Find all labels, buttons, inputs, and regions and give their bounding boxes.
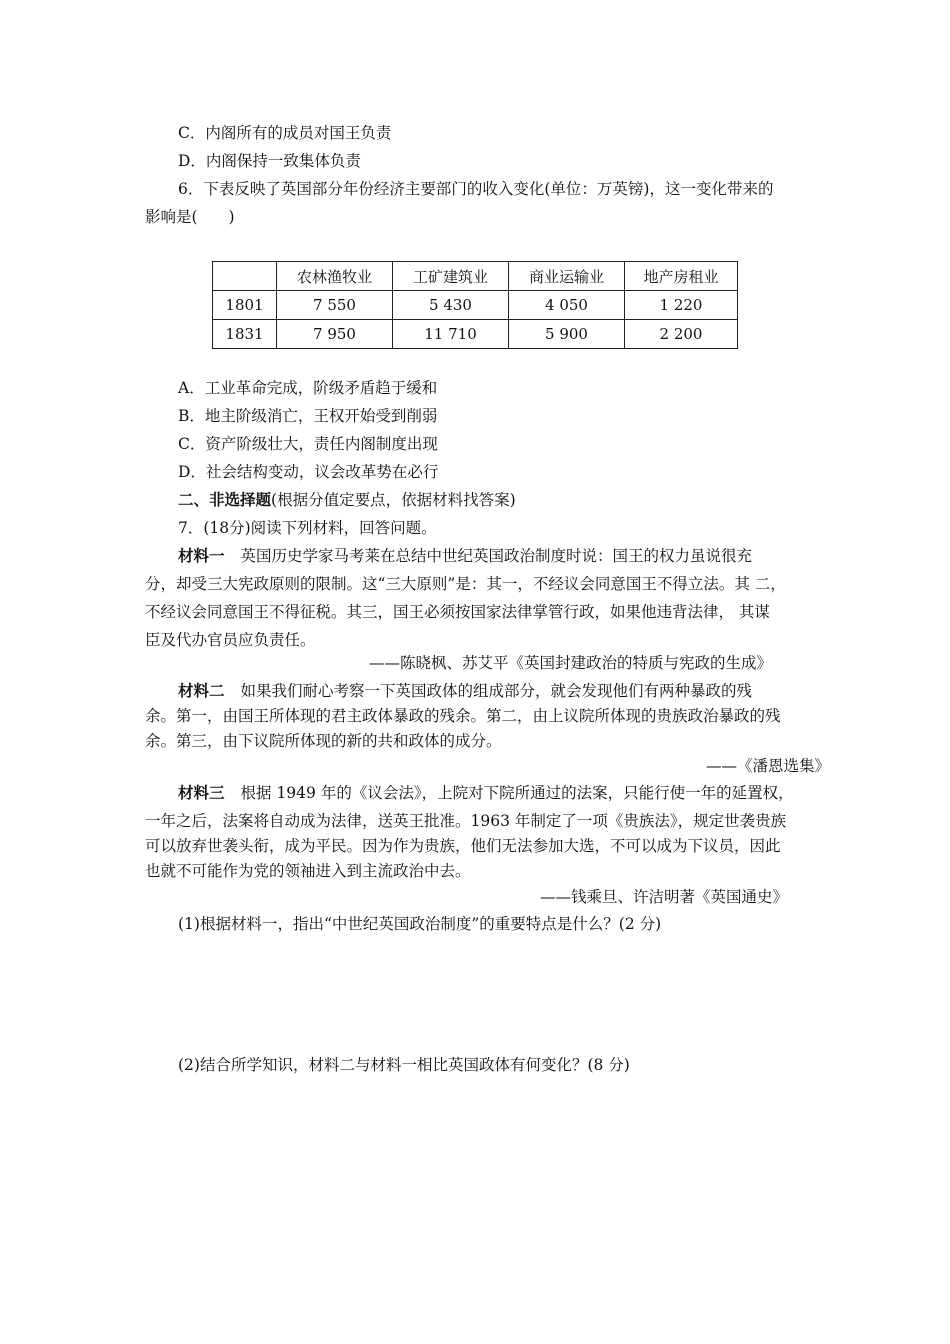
material2-line3: 余。第三，由下议院所体现的新的共和政体的成分。: [145, 732, 502, 750]
table-cell: 11 710: [393, 320, 509, 349]
table-header-cell: 商业运输业: [509, 262, 625, 291]
table-cell: 4 050: [509, 291, 625, 320]
section-heading: [178, 490, 516, 510]
material1-line1: [178, 546, 752, 566]
material1-line2: 分，却受三大宪政原则的限制。这“三大原则”是：其一，不经议会同意国王不得立法。其 二，: [145, 575, 786, 593]
material1-line4: 臣及代办官员应负责任。: [145, 631, 316, 649]
table-cell: 1801: [213, 291, 277, 320]
table-header-cell: [213, 262, 277, 291]
material3-heading: 材料三: [178, 783, 225, 802]
table-cell: 5 430: [393, 291, 509, 320]
material3-line2: 一年之后，法案将自动成为法律，送英王批准。1963 年制定了一项《贵族法》，规定世袭贵族: [145, 812, 787, 830]
table-cell: 1 220: [625, 291, 738, 320]
q6-option-c: C．资产阶级壮大，责任内阁制度出现: [178, 435, 438, 453]
q7-subquestion-2: (2)结合所学知识，材料二与材料一相比英国政体有何变化？(8 分): [178, 1056, 630, 1074]
q6-option-d: D．社会结构变动，议会改革势在必行: [178, 463, 439, 481]
q6-option-a: A．工业革命完成，阶级矛盾趋于缓和: [178, 379, 438, 397]
table-cell: 2 200: [625, 320, 738, 349]
table-row: [213, 291, 738, 320]
section-note: (根据分值定要点，依据材料找答案): [271, 491, 516, 509]
material2-heading: 材料二: [178, 681, 225, 700]
material2-line1: [178, 681, 752, 701]
table-header-cell: 地产房租业: [625, 262, 738, 291]
table-row: [213, 320, 738, 349]
section-title: 二、非选择题: [178, 490, 272, 509]
material2-text: 如果我们耐心考察一下英国政体的组成部分，就会发现他们有两种暴政的残: [240, 682, 753, 700]
table-cell: 1831: [213, 320, 277, 349]
material3-line4: 也就不可能作为党的领袖进入到主流政治中去。: [145, 862, 471, 880]
material1-line3: 不经议会同意国王不得征税。其三，国王必须按国家法律掌管行政，如果他违背法律， 其谋: [145, 603, 770, 621]
table-cell: 7 550: [277, 291, 393, 320]
material2-source: ——《潘恩选集》: [706, 757, 831, 775]
material1-heading: 材料一: [178, 546, 225, 565]
table-header-row: [213, 262, 738, 291]
material3-source: ——钱乘旦、许洁明著《英国通史》: [540, 888, 789, 906]
q7-stem: 7．(18分)阅读下列材料，回答问题。: [178, 519, 437, 537]
q6-option-b: B．地主阶级消亡，王权开始受到削弱: [178, 407, 438, 425]
table-header-cell: 农林渔牧业: [277, 262, 393, 291]
q6-stem-line2: 影响是( ): [145, 208, 235, 226]
material1-text: 英国历史学家马考莱在总结中世纪英国政治制度时说：国王的权力虽说很充: [240, 547, 753, 565]
income-table: [212, 261, 738, 349]
q6-stem-line1: 6．下表反映了英国部分年份经济主要部门的收入变化(单位：万英镑)，这一变化带来的: [178, 180, 774, 198]
option-c-prev: C．内阁所有的成员对国王负责: [178, 124, 392, 142]
material1-source: ——陈晓枫、苏艾平《英国封建政治的特质与宪政的生成》: [369, 654, 773, 672]
table-cell: 5 900: [509, 320, 625, 349]
material3-line3: 可以放弃世袭头衔，成为平民。因为作为贵族，他们无法参加大选，不可以成为下议员，因此: [145, 837, 781, 855]
material2-line2: 余。第一，由国王所体现的君主政体暴政的残余。第二，由上议院所体现的贵族政治暴政的残: [145, 707, 781, 725]
option-d-prev: D．内阁保持一致集体负责: [178, 152, 361, 170]
material3-text: 根据 1949 年的《议会法》，上院对下院所通过的法案，只能行使一年的延置权，: [240, 784, 794, 802]
table-cell: 7 950: [277, 320, 393, 349]
table-header-cell: 工矿建筑业: [393, 262, 509, 291]
material3-line1: [178, 783, 794, 803]
q7-subquestion-1: (1)根据材料一，指出“中世纪英国政治制度”的重要特点是什么？(2 分): [178, 915, 662, 933]
